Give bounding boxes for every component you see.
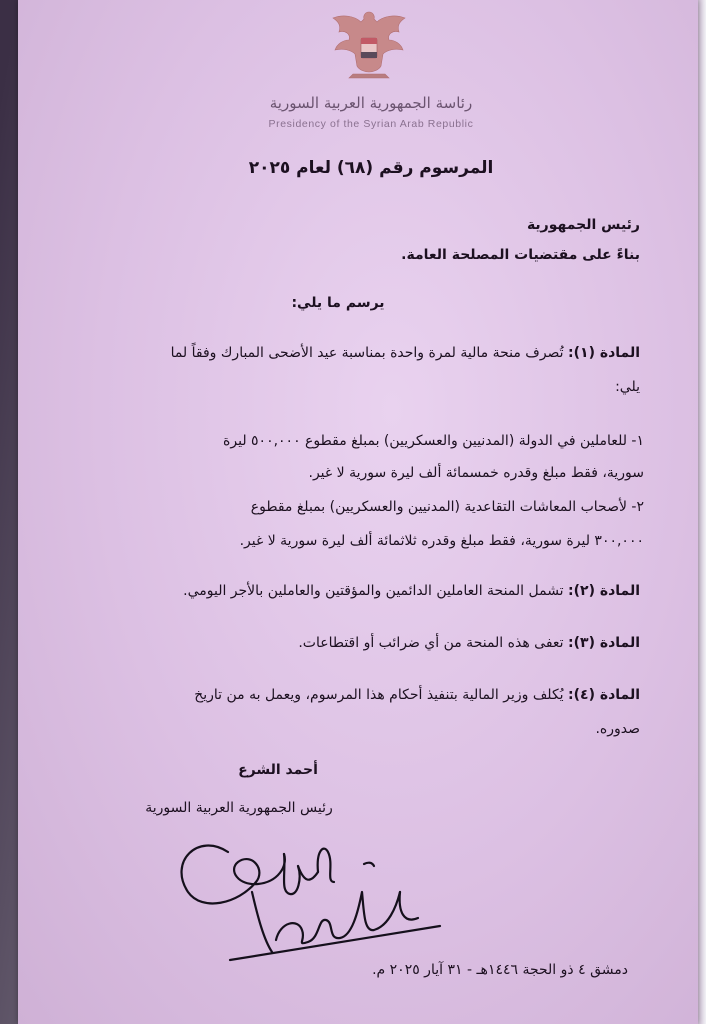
article-2: [110, 580, 640, 602]
decree-title: المرسوم رقم (٦٨) لعام ٢٠٢٥: [248, 158, 494, 178]
state-emblem-icon: [321, 8, 417, 84]
article-2-label: المادة (٢):: [568, 583, 640, 599]
article-1-continuation: يلي:: [615, 379, 640, 395]
article-3-label: المادة (٣):: [568, 635, 640, 651]
article-2-text: تشمل المنحة العاملين الدائمين والمؤقتين والعاملين بالأجر اليومي.: [183, 583, 569, 599]
article-1-text: تُصرف منحة مالية لمرة واحدة بمناسبة عيد الأضحى المبارك وفقاً لما: [170, 345, 569, 361]
article-1-item-2-line-2: ٣٠٠,٠٠٠ ليرة سورية، فقط مبلغ وقدره ثلاثمائة ألف ليرة سورية لا غير.: [239, 533, 644, 549]
article-4: [110, 684, 640, 706]
issuing-authority-english: Presidency of the Syrian Arab Republic: [268, 118, 474, 130]
article-1-item-1-line-1: ١- للعاملين في الدولة (المدنيين والعسكريين) بمبلغ مقطوع ٥٠٠,٠٠٠ ليرة: [223, 433, 644, 449]
article-4-continuation: صدوره.: [595, 721, 640, 737]
article-1-item-2-line-1: ٢- لأصحاب المعاشات التقاعدية (المدنيين والعسكريين) بمبلغ مقطوع: [250, 499, 644, 515]
issuer-line: رئيس الجمهورية: [526, 217, 640, 233]
issuing-authority-arabic: رئاسة الجمهورية العربية السورية: [269, 94, 473, 112]
article-4-text: يُكلف وزير المالية بتنفيذ أحكام هذا المرسوم، ويعمل به من تاريخ: [194, 687, 569, 703]
article-3-text: تعفى هذه المنحة من أي ضرائب أو اقتطاعات.: [298, 635, 569, 651]
article-3: [110, 632, 640, 654]
signatory-name: أحمد الشرع: [238, 762, 318, 778]
article-1: [110, 342, 640, 364]
decree-document: [18, 0, 698, 1024]
article-4-label: المادة (٤):: [568, 687, 640, 703]
enacts-line: يرسم ما يلي:: [291, 295, 385, 311]
handwritten-signature: [168, 822, 458, 972]
signatory-title: رئيس الجمهورية العربية السورية: [145, 800, 333, 816]
article-1-item-1-line-2: سورية، فقط مبلغ وقدره خمسمائة ألف ليرة سورية لا غير.: [308, 465, 644, 481]
place-and-date: دمشق ٤ ذو الحجة ١٤٤٦هـ - ٣١ آيار ٢٠٢٥ م.: [372, 962, 628, 978]
basis-line: بناءً على مقتضيات المصلحة العامة.: [401, 247, 640, 263]
article-1-label: المادة (١):: [568, 345, 640, 361]
